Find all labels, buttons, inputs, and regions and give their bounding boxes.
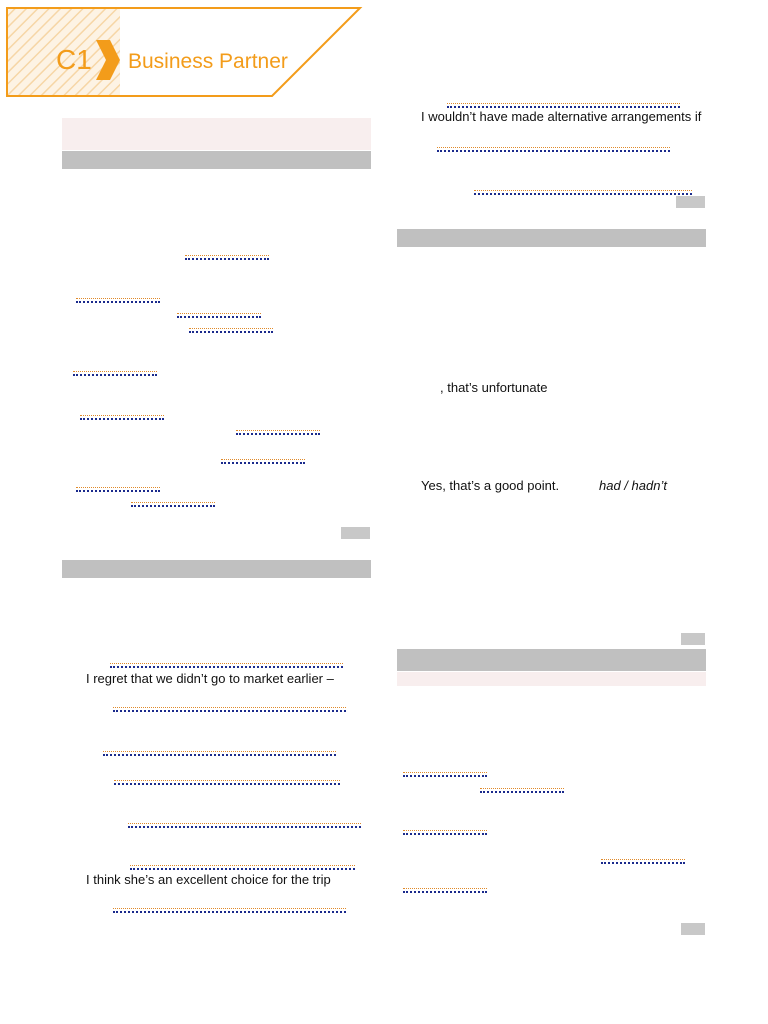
- sentence-unfortunate: , that’s unfortunate: [440, 380, 548, 395]
- exercise-header-bar: [62, 560, 371, 578]
- exercise-header-bar: [397, 649, 706, 671]
- verb-options: had / hadn’t: [599, 478, 667, 493]
- answer-line[interactable]: [131, 505, 215, 507]
- score-box[interactable]: [341, 527, 370, 539]
- section-banner: [397, 672, 706, 686]
- answer-line[interactable]: [403, 833, 487, 835]
- answer-line[interactable]: [221, 462, 305, 464]
- score-box[interactable]: [681, 923, 705, 935]
- answer-line[interactable]: [113, 710, 346, 712]
- brand-name: Business Partner: [128, 50, 288, 73]
- answer-line[interactable]: [403, 891, 487, 893]
- answer-line[interactable]: [403, 775, 487, 777]
- answer-line[interactable]: [103, 754, 336, 756]
- score-box[interactable]: [681, 633, 705, 645]
- sentence-good-point: Yes, that’s a good point.: [421, 478, 560, 493]
- answer-line[interactable]: [601, 862, 685, 864]
- answer-line[interactable]: [236, 433, 320, 435]
- answer-line[interactable]: [474, 193, 692, 195]
- section-banner: [62, 118, 371, 150]
- answer-line[interactable]: [73, 374, 157, 376]
- exercise-header-bar: [397, 229, 706, 247]
- answer-line[interactable]: [114, 783, 340, 785]
- answer-line[interactable]: [189, 331, 273, 333]
- answer-line[interactable]: [128, 826, 361, 828]
- answer-line[interactable]: [437, 150, 670, 152]
- answer-line[interactable]: [110, 666, 343, 668]
- answer-line[interactable]: [177, 316, 261, 318]
- sentence-wouldnt-have: I wouldn’t have made alternative arrangements if: [421, 109, 702, 124]
- answer-line[interactable]: [80, 418, 164, 420]
- answer-line[interactable]: [447, 106, 680, 108]
- answer-line[interactable]: [76, 490, 160, 492]
- answer-line[interactable]: [113, 911, 346, 913]
- sentence-excellent-choice: I think she’s an excellent choice for the trip: [86, 872, 331, 887]
- answer-line[interactable]: [76, 301, 160, 303]
- level-label: C1: [56, 44, 92, 75]
- score-box[interactable]: [676, 196, 705, 208]
- answer-line[interactable]: [480, 791, 564, 793]
- sentence-regret: I regret that we didn’t go to market earlier –: [86, 671, 334, 686]
- exercise-header-bar: [62, 151, 371, 169]
- answer-line[interactable]: [130, 868, 355, 870]
- answer-line[interactable]: [185, 258, 269, 260]
